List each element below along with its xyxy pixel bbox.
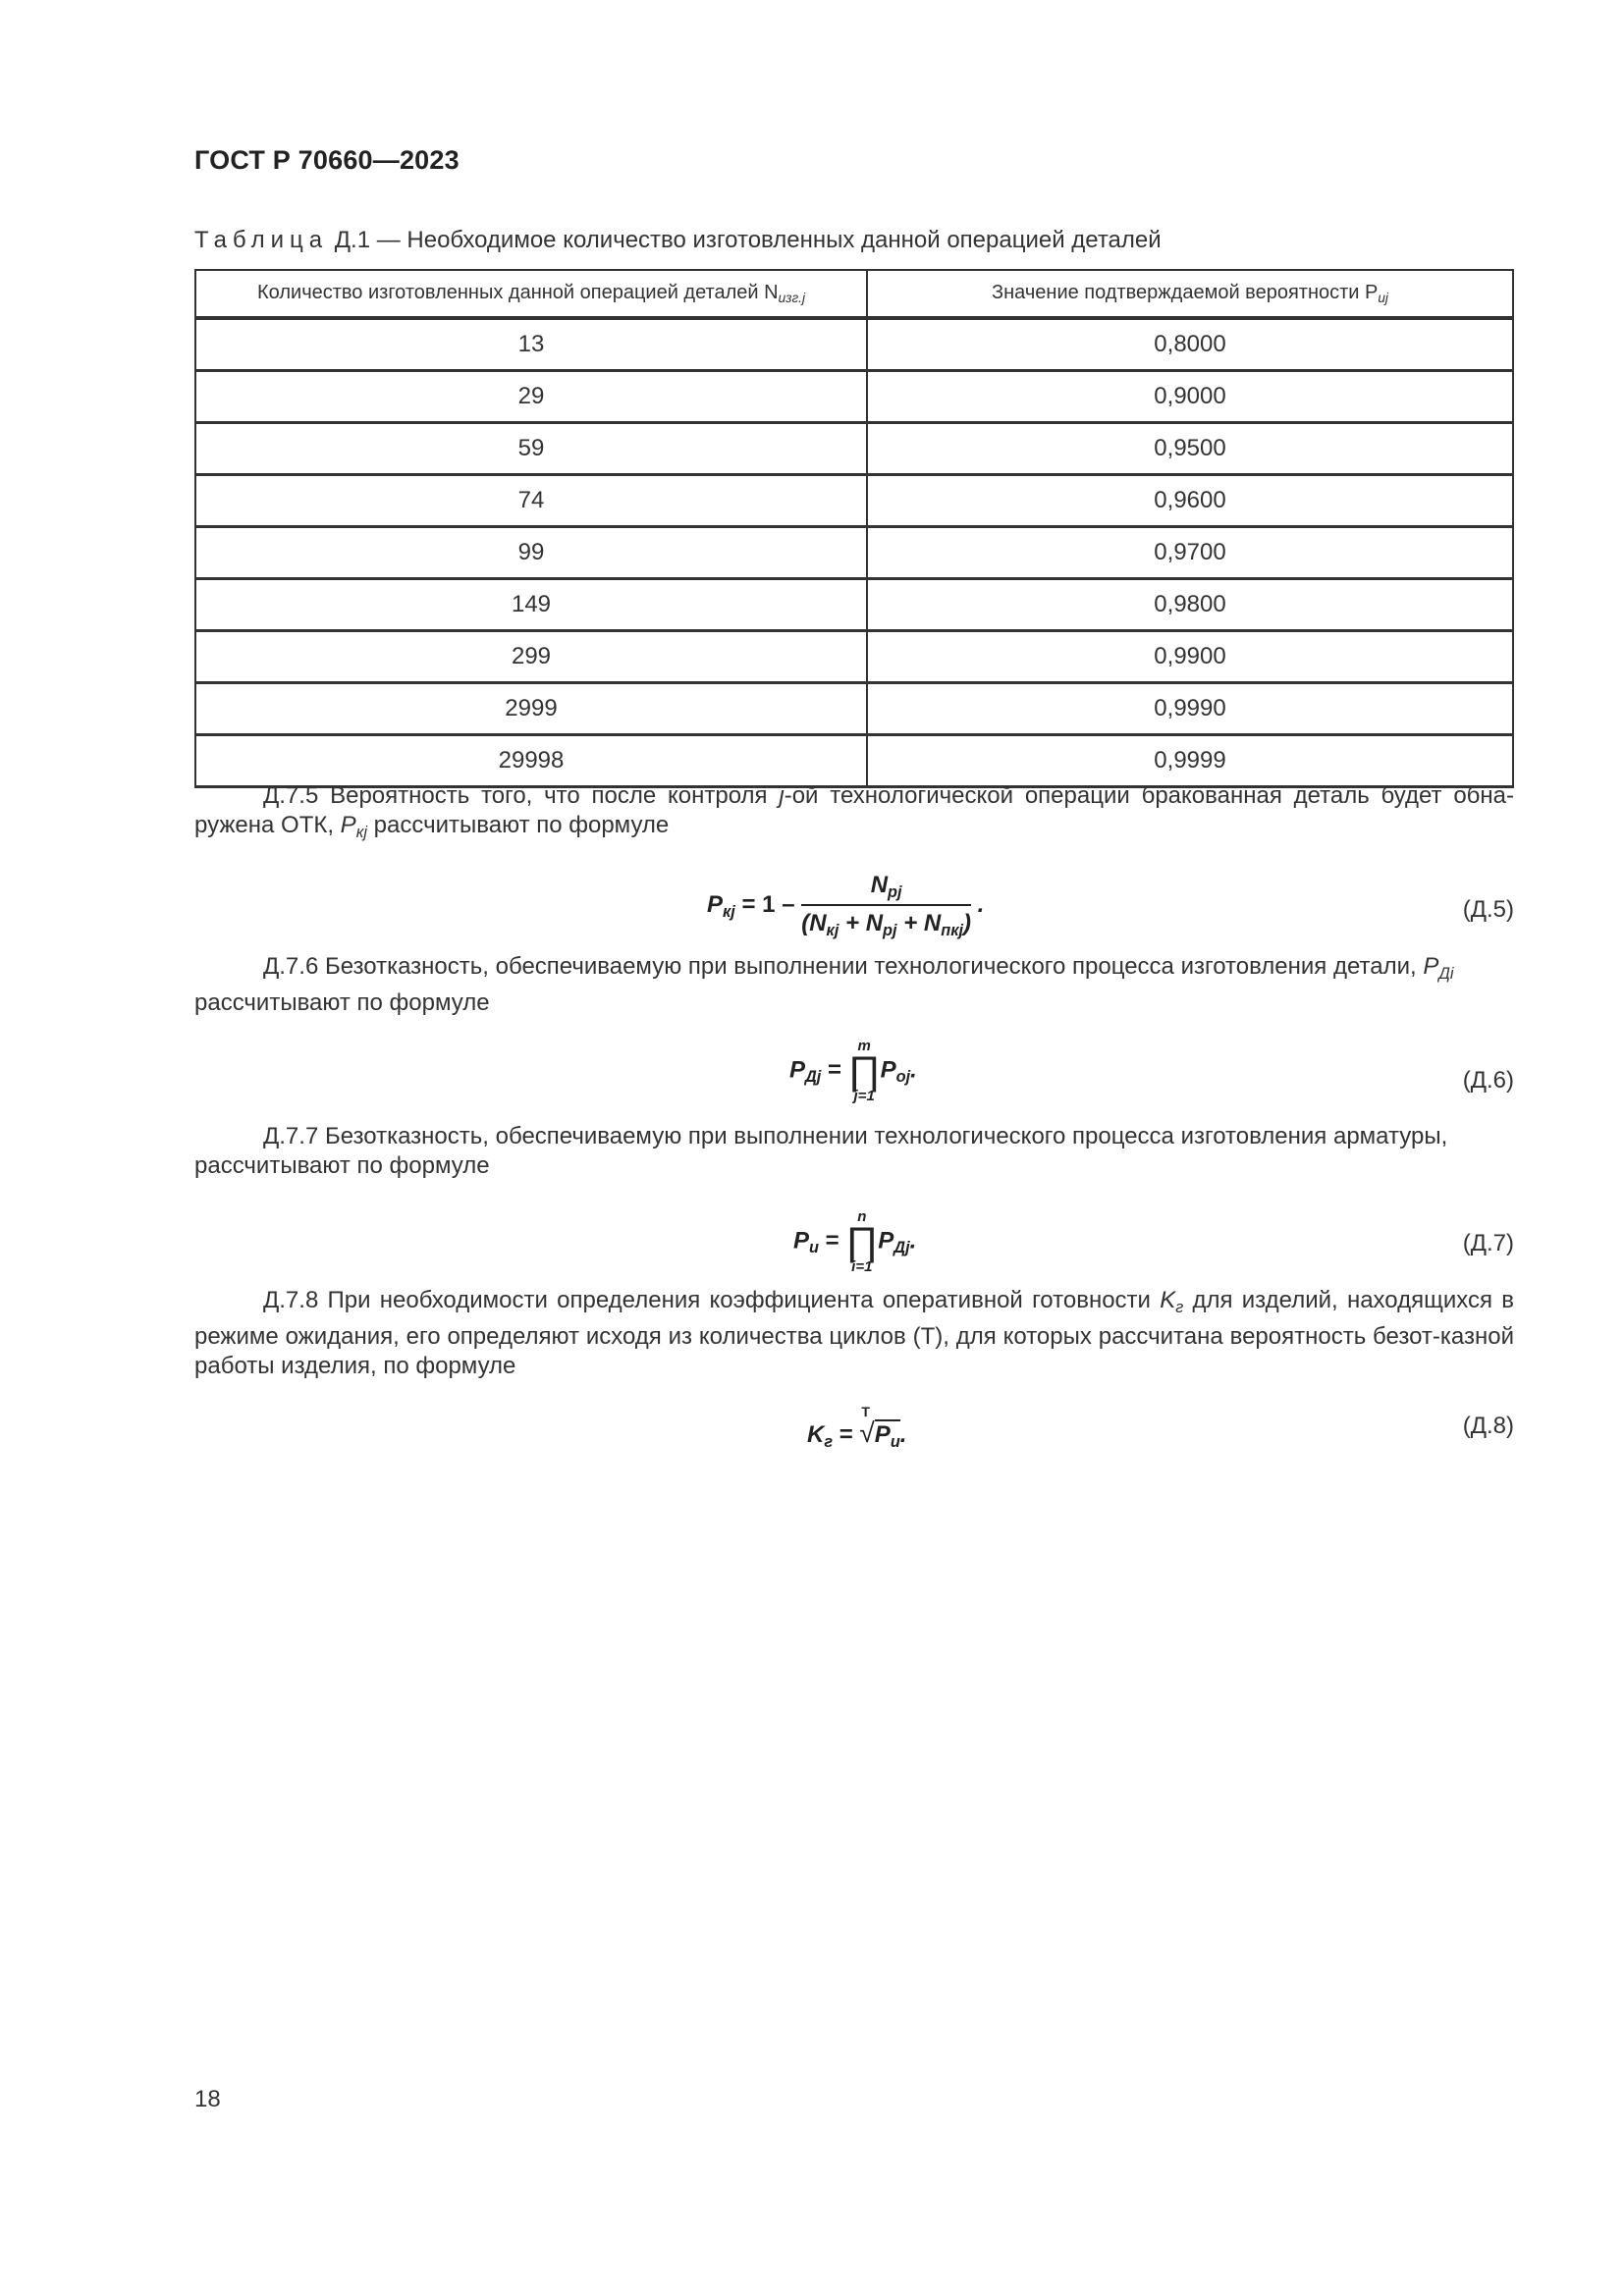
table-row <box>195 527 1513 579</box>
table-caption-label: Таблица <box>194 227 329 253</box>
cell-probability: 0,9700 <box>867 527 1513 579</box>
nth-root: T $√P_и$ <box>859 1404 900 1451</box>
standard-header: ГОСТ Р 70660—2023 <box>194 145 460 175</box>
table-row <box>195 735 1513 787</box>
cell-probability: 0,9000 <box>867 371 1513 423</box>
cell-count: 299 <box>195 631 867 683</box>
product-operator: m ∏ j=1 <box>847 1038 881 1104</box>
cell-probability: 0,9500 <box>867 423 1513 475</box>
table-row <box>195 423 1513 475</box>
table-row <box>195 631 1513 683</box>
formula-d5: $P_{кj} = 1$ – $\frac{N_{pj}}{(N_{кj} + N_{pj} + N_{пкj})}$ . <box>707 872 985 939</box>
cell-probability: 0,9800 <box>867 579 1513 631</box>
table-row <box>195 318 1513 371</box>
cell-probability: 0,9900 <box>867 631 1513 683</box>
product-operator: n ∏ i=1 <box>845 1208 879 1275</box>
fraction: $\frac{N_{pj}}{(N_{кj} + N_{pj} + N_{пкj})}$ <box>801 872 971 939</box>
column-header-count: Количество изготовленных данной операцией деталей $N_{изг.j}$ <box>195 270 867 318</box>
cell-probability: 0,9600 <box>867 475 1513 527</box>
cell-count: 74 <box>195 475 867 527</box>
cell-count: 2999 <box>195 683 867 735</box>
page-number: 18 <box>194 2086 221 2112</box>
table-row <box>195 579 1513 631</box>
cell-probability: 0,8000 <box>867 318 1513 371</box>
table-row <box>195 371 1513 423</box>
table-row <box>195 683 1513 735</box>
cell-count: 13 <box>195 318 867 371</box>
paragraph-d75: Д.7.5 Вероятность того, что после контроля j-ой технологической операции бракованная деталь будет обна-ружена ОТК, $P_{кj}$ рассчитывают по формуле <box>194 782 1515 841</box>
data-table <box>194 269 1514 788</box>
formula-d8: $K_г$ = T $√P_и$. <box>807 1404 907 1451</box>
formula-d7: $P_и$ = n ∏ i=1 $P_{Дj}$. <box>793 1208 917 1275</box>
cell-count: 99 <box>195 527 867 579</box>
paragraph-d76: Д.7.6 Безотказность, обеспечиваемую при выполнении технологического процесса изготовления детали, $P_{Дi}$ рассчитывают по формуле <box>194 953 1454 1016</box>
cell-probability: 0,9999 <box>867 735 1513 787</box>
formula-d6: $P_{Дj}$ = m ∏ j=1 $P_{oj}$. <box>789 1038 917 1104</box>
formula-number-d7: (Д.7) <box>1462 1230 1514 1256</box>
formula-number-d5: (Д.5) <box>1462 896 1514 923</box>
paragraph-d78: Д.7.8 При необходимости определения коэффициента оперативной готовности $K_г$ для изделий, находящихся в режиме ожидания, его определяют исходя из количества циклов (Т), для которых рассчитана вероятность безот-казной работы изделия, по формуле <box>194 1287 1514 1379</box>
column-header-probability: Значение подтверждаемой вероятности $P_{иj}$ <box>867 270 1513 318</box>
cell-count: 29 <box>195 371 867 423</box>
table-row <box>195 475 1513 527</box>
formula-number-d6: (Д.6) <box>1462 1067 1514 1094</box>
table-caption <box>194 227 1162 254</box>
table-caption-text: Д.1 — Необходимое количество изготовленных данной операцией деталей <box>334 227 1162 253</box>
cell-probability: 0,9990 <box>867 683 1513 735</box>
cell-count: 59 <box>195 423 867 475</box>
table-header-row <box>195 270 1513 318</box>
paragraph-d77: Д.7.7 Безотказность, обеспечиваемую при выполнении технологического процесса изготовления арматуры, рассчитывают по формуле <box>194 1123 1448 1179</box>
cell-count: 29998 <box>195 735 867 787</box>
formula-number-d8: (Д.8) <box>1462 1413 1514 1439</box>
cell-count: 149 <box>195 579 867 631</box>
